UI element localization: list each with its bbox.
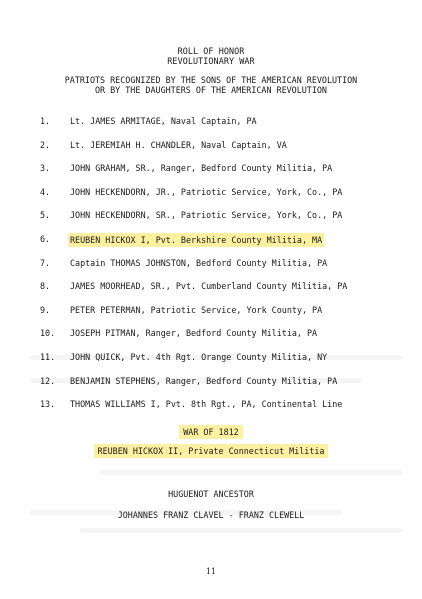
war-1812-heading: WAR OF 1812 <box>179 425 242 439</box>
list-item <box>40 398 390 422</box>
item-text: THOMAS WILLIAMS I, Pvt. 8th Rgt., PA, Continental Line <box>70 399 343 410</box>
list-item <box>40 209 390 233</box>
huguenot-heading: HUGUENOT ANCESTOR <box>168 489 254 499</box>
list-item <box>40 304 390 328</box>
bleed-through-mark <box>80 528 402 533</box>
list-item <box>40 351 390 375</box>
item-number: 12. <box>40 375 56 386</box>
item-text: JOHN QUICK, Pvt. 4th Rgt. Orange County Militia, NY <box>70 351 328 362</box>
item-text: PETER PETERMAN, Patriotic Service, York County, PA <box>70 304 323 315</box>
item-text: JOHN HECKENDORN, JR., Patriotic Service, York, Co., PA <box>70 186 343 197</box>
huguenot-entry: JOHANNES FRANZ CLAVEL - FRANZ CLEWELL <box>117 510 305 520</box>
title-line-1: ROLL OF HONOR <box>177 46 245 56</box>
item-text: BENJAMIN STEPHENS, Ranger, Bedford County Militia, PA <box>70 375 338 386</box>
item-number: 10. <box>40 328 56 339</box>
item-number: 9. <box>40 304 51 315</box>
item-text: Captain THOMAS JOHNSTON, Bedford County Militia, PA <box>70 257 328 268</box>
item-number: 2. <box>40 139 51 150</box>
list-item <box>40 162 390 186</box>
item-number: 11. <box>40 351 56 362</box>
list-item <box>40 257 390 281</box>
item-number: 3. <box>40 163 51 174</box>
list-item <box>40 186 390 210</box>
war-1812-entry: REUBEN HICKOX II, Private Connecticut Militia <box>94 444 329 458</box>
item-text: JOHN HECKENDORN, SR., Patriotic Service, York, Co., PA <box>70 210 343 221</box>
war-1812-heading-wrap <box>0 427 422 437</box>
list-item <box>40 280 390 304</box>
item-number: 6. <box>40 233 51 244</box>
subtitle-line-2: OR BY THE DAUGHTERS OF THE AMERICAN REVOLUTION <box>95 85 327 95</box>
war-1812-entry-wrap <box>0 446 422 456</box>
list-item-highlighted <box>40 233 390 257</box>
item-text: JOHN GRAHAM, SR., Ranger, Bedford County Militia, PA <box>70 163 333 174</box>
list-item <box>40 375 390 399</box>
item-text: JOSEPH PITMAN, Ranger, Bedford County Militia, PA <box>70 328 318 339</box>
item-number: 8. <box>40 281 51 292</box>
item-number: 1. <box>40 116 51 126</box>
list-item <box>40 327 390 351</box>
item-text: JAMES MOORHEAD, SR., Pvt. Cumberland County Militia, PA <box>70 281 348 292</box>
page-number: 11 <box>205 567 217 576</box>
list-item <box>40 115 390 139</box>
subtitle-line-1: PATRIOTS RECOGNIZED BY THE SONS OF THE AMERICAN REVOLUTION <box>64 75 358 85</box>
item-text-highlighted: REUBEN HICKOX I, Pvt. Berkshire County Militia, MA <box>70 234 323 245</box>
bleed-through-mark <box>100 470 402 475</box>
item-text: Lt. JAMES ARMITAGE, Naval Captain, PA <box>70 116 257 126</box>
title-line-2: REVOLUTIONARY WAR <box>167 56 255 66</box>
item-number: 13. <box>40 399 56 410</box>
item-number: 5. <box>40 210 51 221</box>
item-number: 4. <box>40 186 51 197</box>
patriot-list <box>40 115 390 422</box>
list-item <box>40 139 390 163</box>
item-number: 7. <box>40 257 51 268</box>
item-text: Lt. JEREMIAH H. CHANDLER, Naval Captain, VA <box>70 139 287 150</box>
